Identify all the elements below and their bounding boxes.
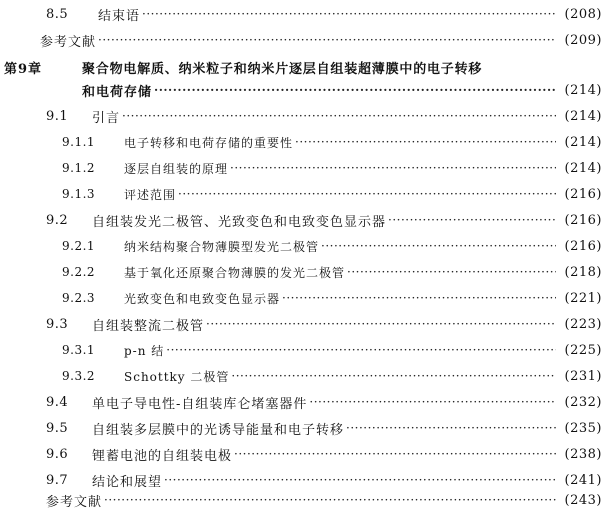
page-number: (209) <box>556 33 602 48</box>
toc-entry-9-4 <box>46 392 602 412</box>
page-number: (214) <box>556 83 602 98</box>
dot-leader <box>122 106 556 126</box>
dot-leader <box>282 288 556 308</box>
page-number: (231) <box>556 369 602 384</box>
section-title: 引言 <box>92 107 122 126</box>
page-number: (223) <box>556 317 602 332</box>
chapter-9-heading <box>4 57 602 77</box>
toc-entry-9-1 <box>46 106 602 126</box>
dot-leader <box>234 444 556 464</box>
page-number: (238) <box>556 447 602 462</box>
dot-leader <box>321 236 556 256</box>
toc-entry-9-6 <box>46 444 602 464</box>
chapter-title-line2: 和电荷存储 <box>82 81 154 100</box>
dot-leader <box>309 392 556 412</box>
dot-leader <box>164 470 556 490</box>
section-title: 自组装发光二极管、光致变色和电致变色显示器 <box>92 211 388 230</box>
section-number: 9.2.3 <box>62 291 96 305</box>
section-number: 8.5 <box>46 6 69 22</box>
toc-entry-9-1-3 <box>62 184 602 204</box>
page-number: (221) <box>556 291 602 306</box>
toc-entry-9-2-2 <box>62 262 602 282</box>
section-title: 电子转移和电荷存储的重要性 <box>124 135 294 150</box>
section-title: 自组装多层膜中的光诱导能量和电子转移 <box>92 419 346 438</box>
page-number: (208) <box>556 7 602 22</box>
section-number: 9.1.2 <box>62 161 96 175</box>
section-title: 结论和展望 <box>92 471 164 490</box>
section-number: 9.2 <box>46 212 69 228</box>
section-title: 单电子导电性-自组装库仑堵塞器件 <box>92 393 309 412</box>
page-number: (216) <box>556 213 602 228</box>
toc-entry-9-1-2 <box>62 158 602 178</box>
toc-entry-9-2 <box>46 210 602 230</box>
toc-entry-9-2-1 <box>62 236 602 256</box>
toc-entry-references-ch9 <box>46 490 602 510</box>
section-title: 纳米结构聚合物薄膜型发光二极管 <box>124 239 320 254</box>
section-number: 9.1 <box>46 108 69 124</box>
section-title: 锂蓄电池的自组装电极 <box>92 445 234 464</box>
section-title: 光致变色和电致变色显示器 <box>124 291 281 306</box>
page-number: (214) <box>556 161 602 176</box>
chapter-number: 第9章 <box>4 61 43 77</box>
dot-leader <box>295 132 556 152</box>
section-title: 参考文献 <box>40 31 98 50</box>
section-number: 9.2.1 <box>62 239 96 253</box>
page-number: (216) <box>556 239 602 254</box>
page-number: (218) <box>556 265 602 280</box>
section-title: 评述范围 <box>124 187 177 202</box>
dot-leader <box>388 210 556 230</box>
section-title: 自组装整流二极管 <box>92 315 206 334</box>
page-number: (216) <box>556 187 602 202</box>
dot-leader <box>142 4 556 24</box>
dot-leader <box>347 262 556 282</box>
dot-leader <box>206 314 556 334</box>
page-number: (214) <box>556 135 602 150</box>
toc-entry-9-5 <box>46 418 602 438</box>
dot-leader <box>230 158 556 178</box>
section-title: 参考文献 <box>46 491 104 510</box>
section-number: 9.4 <box>46 394 69 410</box>
dot-leader <box>166 340 556 360</box>
toc-entry-references-ch8 <box>40 30 602 50</box>
toc-entry-9-7 <box>46 470 602 490</box>
toc-entry-9-3-2 <box>62 366 602 386</box>
dot-leader <box>231 366 556 386</box>
section-title: 逐层自组装的原理 <box>124 161 229 176</box>
section-number: 9.6 <box>46 446 69 462</box>
section-number: 9.1.1 <box>62 135 96 149</box>
dot-leader <box>104 490 556 510</box>
toc-entry-8-5 <box>46 4 602 24</box>
page-number: (235) <box>556 421 602 436</box>
page-number: (241) <box>556 473 602 488</box>
section-title: 基于氧化还原聚合物薄膜的发光二极管 <box>124 265 346 280</box>
section-number: 9.3.2 <box>62 369 96 383</box>
toc-entry-9-3-1 <box>62 340 602 360</box>
dot-leader <box>346 418 556 438</box>
chapter-9-heading-line2 <box>82 80 602 100</box>
chapter-title-line1: 聚合物电解质、纳米粒子和纳米片逐层自组装超薄膜中的电子转移 <box>82 58 484 77</box>
dot-leader <box>98 30 556 50</box>
toc-entry-9-2-3 <box>62 288 602 308</box>
dot-leader <box>154 80 556 100</box>
page-number: (225) <box>556 343 602 358</box>
section-number: 9.3.1 <box>62 343 96 357</box>
page-number: (214) <box>556 109 602 124</box>
section-number: 9.5 <box>46 420 69 436</box>
section-title: Schottky 二极管 <box>124 369 230 384</box>
section-number: 9.3 <box>46 316 69 332</box>
section-number: 9.7 <box>46 472 69 488</box>
page-number: (243) <box>556 493 602 508</box>
dot-leader <box>178 184 556 204</box>
section-number: 9.1.3 <box>62 187 96 201</box>
page-number: (232) <box>556 395 602 410</box>
section-number: 9.2.2 <box>62 265 96 279</box>
toc-entry-9-1-1 <box>62 132 602 152</box>
section-title: 结束语 <box>98 5 142 24</box>
section-title: p-n 结 <box>124 343 165 358</box>
toc-entry-9-3 <box>46 314 602 334</box>
